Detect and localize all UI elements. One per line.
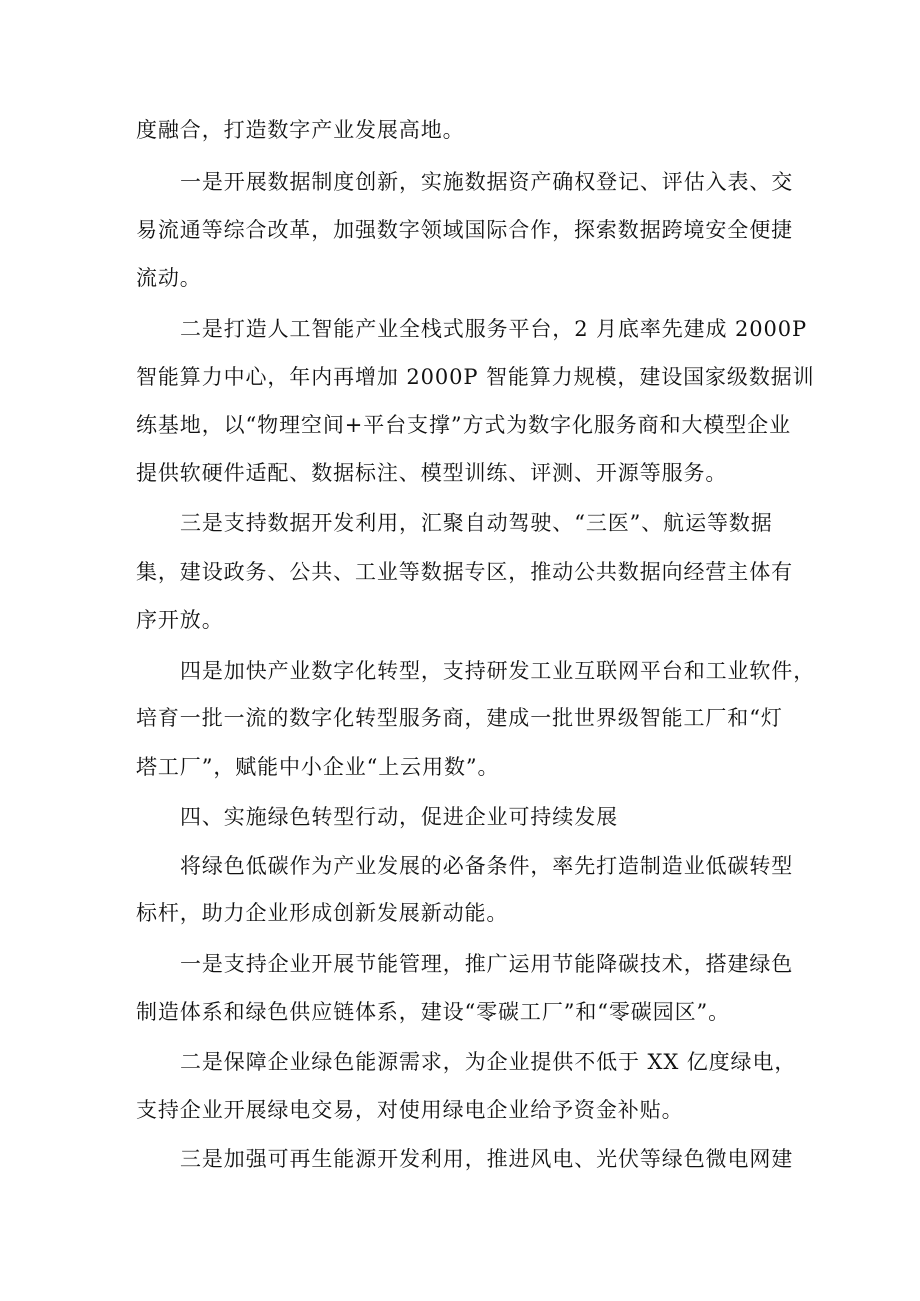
text-line: 练基地，以“物理空间+平台支撑”方式为数字化服务商和大模型企业 [136,413,791,437]
paragraph-first-line: 三是支持数据开发利用，汇聚自动驾驶、“三医”、航运等数据 [180,511,773,535]
text-line: 度融合，打造数字产业发展高地。 [136,118,465,142]
paragraph-first-line: 三是加强可再生能源开发利用，推进风电、光伏等绿色微电网建 [180,1147,794,1171]
paragraph-first-line: 二是打造人工智能产业全栈式服务平台，2 月底率先建成 2000P [180,317,808,341]
paragraph-first-line: 四是加快产业数字化转型，支持研发工业互联网平台和工业软件， [180,659,816,683]
text-line: 智能算力中心，年内再增加 2000P 智能算力规模，建设国家级数据训 [136,365,815,389]
paragraph-first-line: 将绿色低碳作为产业发展的必备条件，率先打造制造业低碳转型 [180,854,794,878]
text-line: 培育一批一流的数字化转型服务商，建成一批世界级智能工厂和“灯 [136,706,783,730]
paragraph-first-line: 一是开展数据制度创新，实施数据资产确权登记、评估入表、交 [180,170,794,194]
text-line: 提供软硬件适配、数据标注、模型训练、评测、开源等服务。 [136,461,728,485]
text-line: 标杆，助力企业形成创新发展新动能。 [136,901,509,925]
text-line: 制造体系和绿色供应链体系，建设“零碳工厂”和“零碳园区”。 [136,1000,731,1024]
paragraph-first-line: 二是保障企业绿色能源需求，为企业提供不低于 XX 亿度绿电， [180,1050,797,1074]
text-line: 易流通等综合改革，加强数字领域国际合作，探索数据跨境安全便捷 [136,218,793,242]
text-line: 流动。 [136,266,202,290]
text-line: 序开放。 [136,608,224,632]
text-line: 塔工厂”，赋能中小企业“上云用数”。 [136,755,500,779]
text-line: 集，建设政务、公共、工业等数据专区，推动公共数据向经营主体有 [136,560,793,584]
text-line: 支持企业开展绿电交易，对使用绿电企业给予资金补贴。 [136,1098,684,1122]
paragraph-first-line: 一是支持企业开展节能管理，推广运用节能降碳技术，搭建绿色 [180,952,794,976]
section-heading: 四、实施绿色转型行动，促进企业可持续发展 [180,805,618,829]
